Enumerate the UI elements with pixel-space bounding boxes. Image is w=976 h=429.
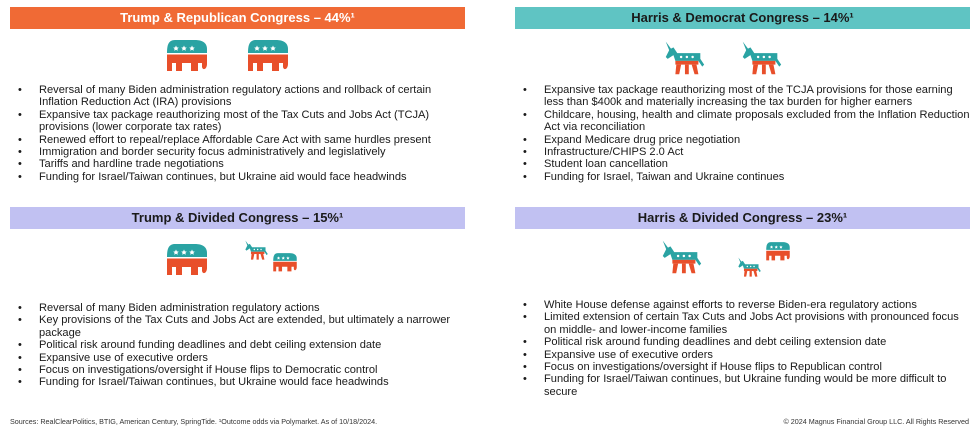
icon-group: [515, 29, 970, 84]
list-item: • Infrastructure/CHIPS 2.0 Act: [515, 146, 970, 158]
elephant-icon: [246, 38, 290, 72]
icon-group: [515, 229, 970, 299]
list-item: • Focus on investigations/oversight if House flips to Democratic control: [10, 364, 465, 376]
panel-trump-divided: [10, 207, 465, 389]
panel-trump-republican: [10, 7, 465, 183]
list-item: • White House defense against efforts to reverse Biden-era regulatory actions: [515, 299, 970, 311]
panel-title: Trump & Divided Congress – 15%¹: [10, 207, 465, 229]
panel-harris-democrat: [515, 7, 970, 183]
list-item: • Funding for Israel/Taiwan continues, but Ukraine funding would be more difficult to secure: [515, 373, 970, 398]
elephant-icon: [765, 241, 791, 261]
panel-title: Harris & Divided Congress – 23%¹: [515, 207, 970, 229]
elephant-icon: [272, 252, 298, 272]
sources-footnote: Sources: RealClearPolitics, BTIG, American Century, SpringTide. ¹Outcome odds via Polymarket. As of 10/18/2024.: [10, 417, 378, 426]
list-item: • Immigration and border security focus administratively and legislatively: [10, 146, 465, 158]
bullet-list: [10, 84, 465, 183]
panel-title: Harris & Democrat Congress – 14%¹: [515, 7, 970, 29]
donkey-icon: [660, 37, 708, 77]
list-item: • Expand Medicare drug price negotiation: [515, 134, 970, 146]
list-item: • Expansive tax package reauthorizing most of the Tax Cuts and Jobs Act (TCJA) provisions (lower corporate tax rates): [10, 109, 465, 134]
list-item: • Reversal of many Biden administration regulatory actions and rollback of certain Inflation Reduction Act (IRA) provisions: [10, 84, 465, 109]
list-item: • Renewed effort to repeal/replace Affordable Care Act with same hurdles present: [10, 134, 465, 146]
donkey-icon: [735, 255, 763, 278]
list-item: • Childcare, housing, health and climate proposals excluded from the Inflation Reduction Act via reconciliation: [515, 109, 970, 134]
list-item: • Tariffs and hardline trade negotiations: [10, 158, 465, 170]
list-item: • Political risk around funding deadlines and debt ceiling extension date: [515, 336, 970, 348]
elephant-icon: [165, 242, 209, 276]
list-item: • Limited extension of certain Tax Cuts and Jobs Act provisions with pronounced focus on middle- and lower-income families: [515, 311, 970, 336]
icon-group: [10, 29, 465, 84]
elephant-icon: [165, 38, 209, 72]
donkey-icon: [657, 236, 705, 276]
panel-title: Trump & Republican Congress – 44%¹: [10, 7, 465, 29]
list-item: • Funding for Israel/Taiwan continues, but Ukraine aid would face headwinds: [10, 171, 465, 183]
bullet-list: [515, 84, 970, 183]
bullet-list: [10, 302, 465, 389]
donkey-icon: [242, 238, 270, 261]
list-item: • Key provisions of the Tax Cuts and Jobs Act are extended, but ultimately a narrower package: [10, 314, 465, 339]
list-item: • Political risk around funding deadlines and debt ceiling extension date: [10, 339, 465, 351]
panel-harris-divided: [515, 207, 970, 398]
copyright-notice: © 2024 Magnus Financial Group LLC. All Rights Reserved: [783, 417, 969, 426]
list-item: • Expansive use of executive orders: [10, 352, 465, 364]
list-item: • Funding for Israel/Taiwan continues, but Ukraine would face headwinds: [10, 376, 465, 388]
list-item: • Reversal of many Biden administration regulatory actions: [10, 302, 465, 314]
list-item: • Funding for Israel, Taiwan and Ukraine continues: [515, 171, 970, 183]
list-item: • Expansive tax package reauthorizing most of the TCJA provisions for those earning less than $400k and materially increasing the tax burden for higher earners: [515, 84, 970, 109]
donkey-icon: [737, 37, 785, 77]
bullet-list: [515, 299, 970, 398]
list-item: • Student loan cancellation: [515, 158, 970, 170]
list-item: • Expansive use of executive orders: [515, 349, 970, 361]
icon-group: [10, 229, 465, 302]
list-item: • Focus on investigations/oversight if House flips to Republican control: [515, 361, 970, 373]
